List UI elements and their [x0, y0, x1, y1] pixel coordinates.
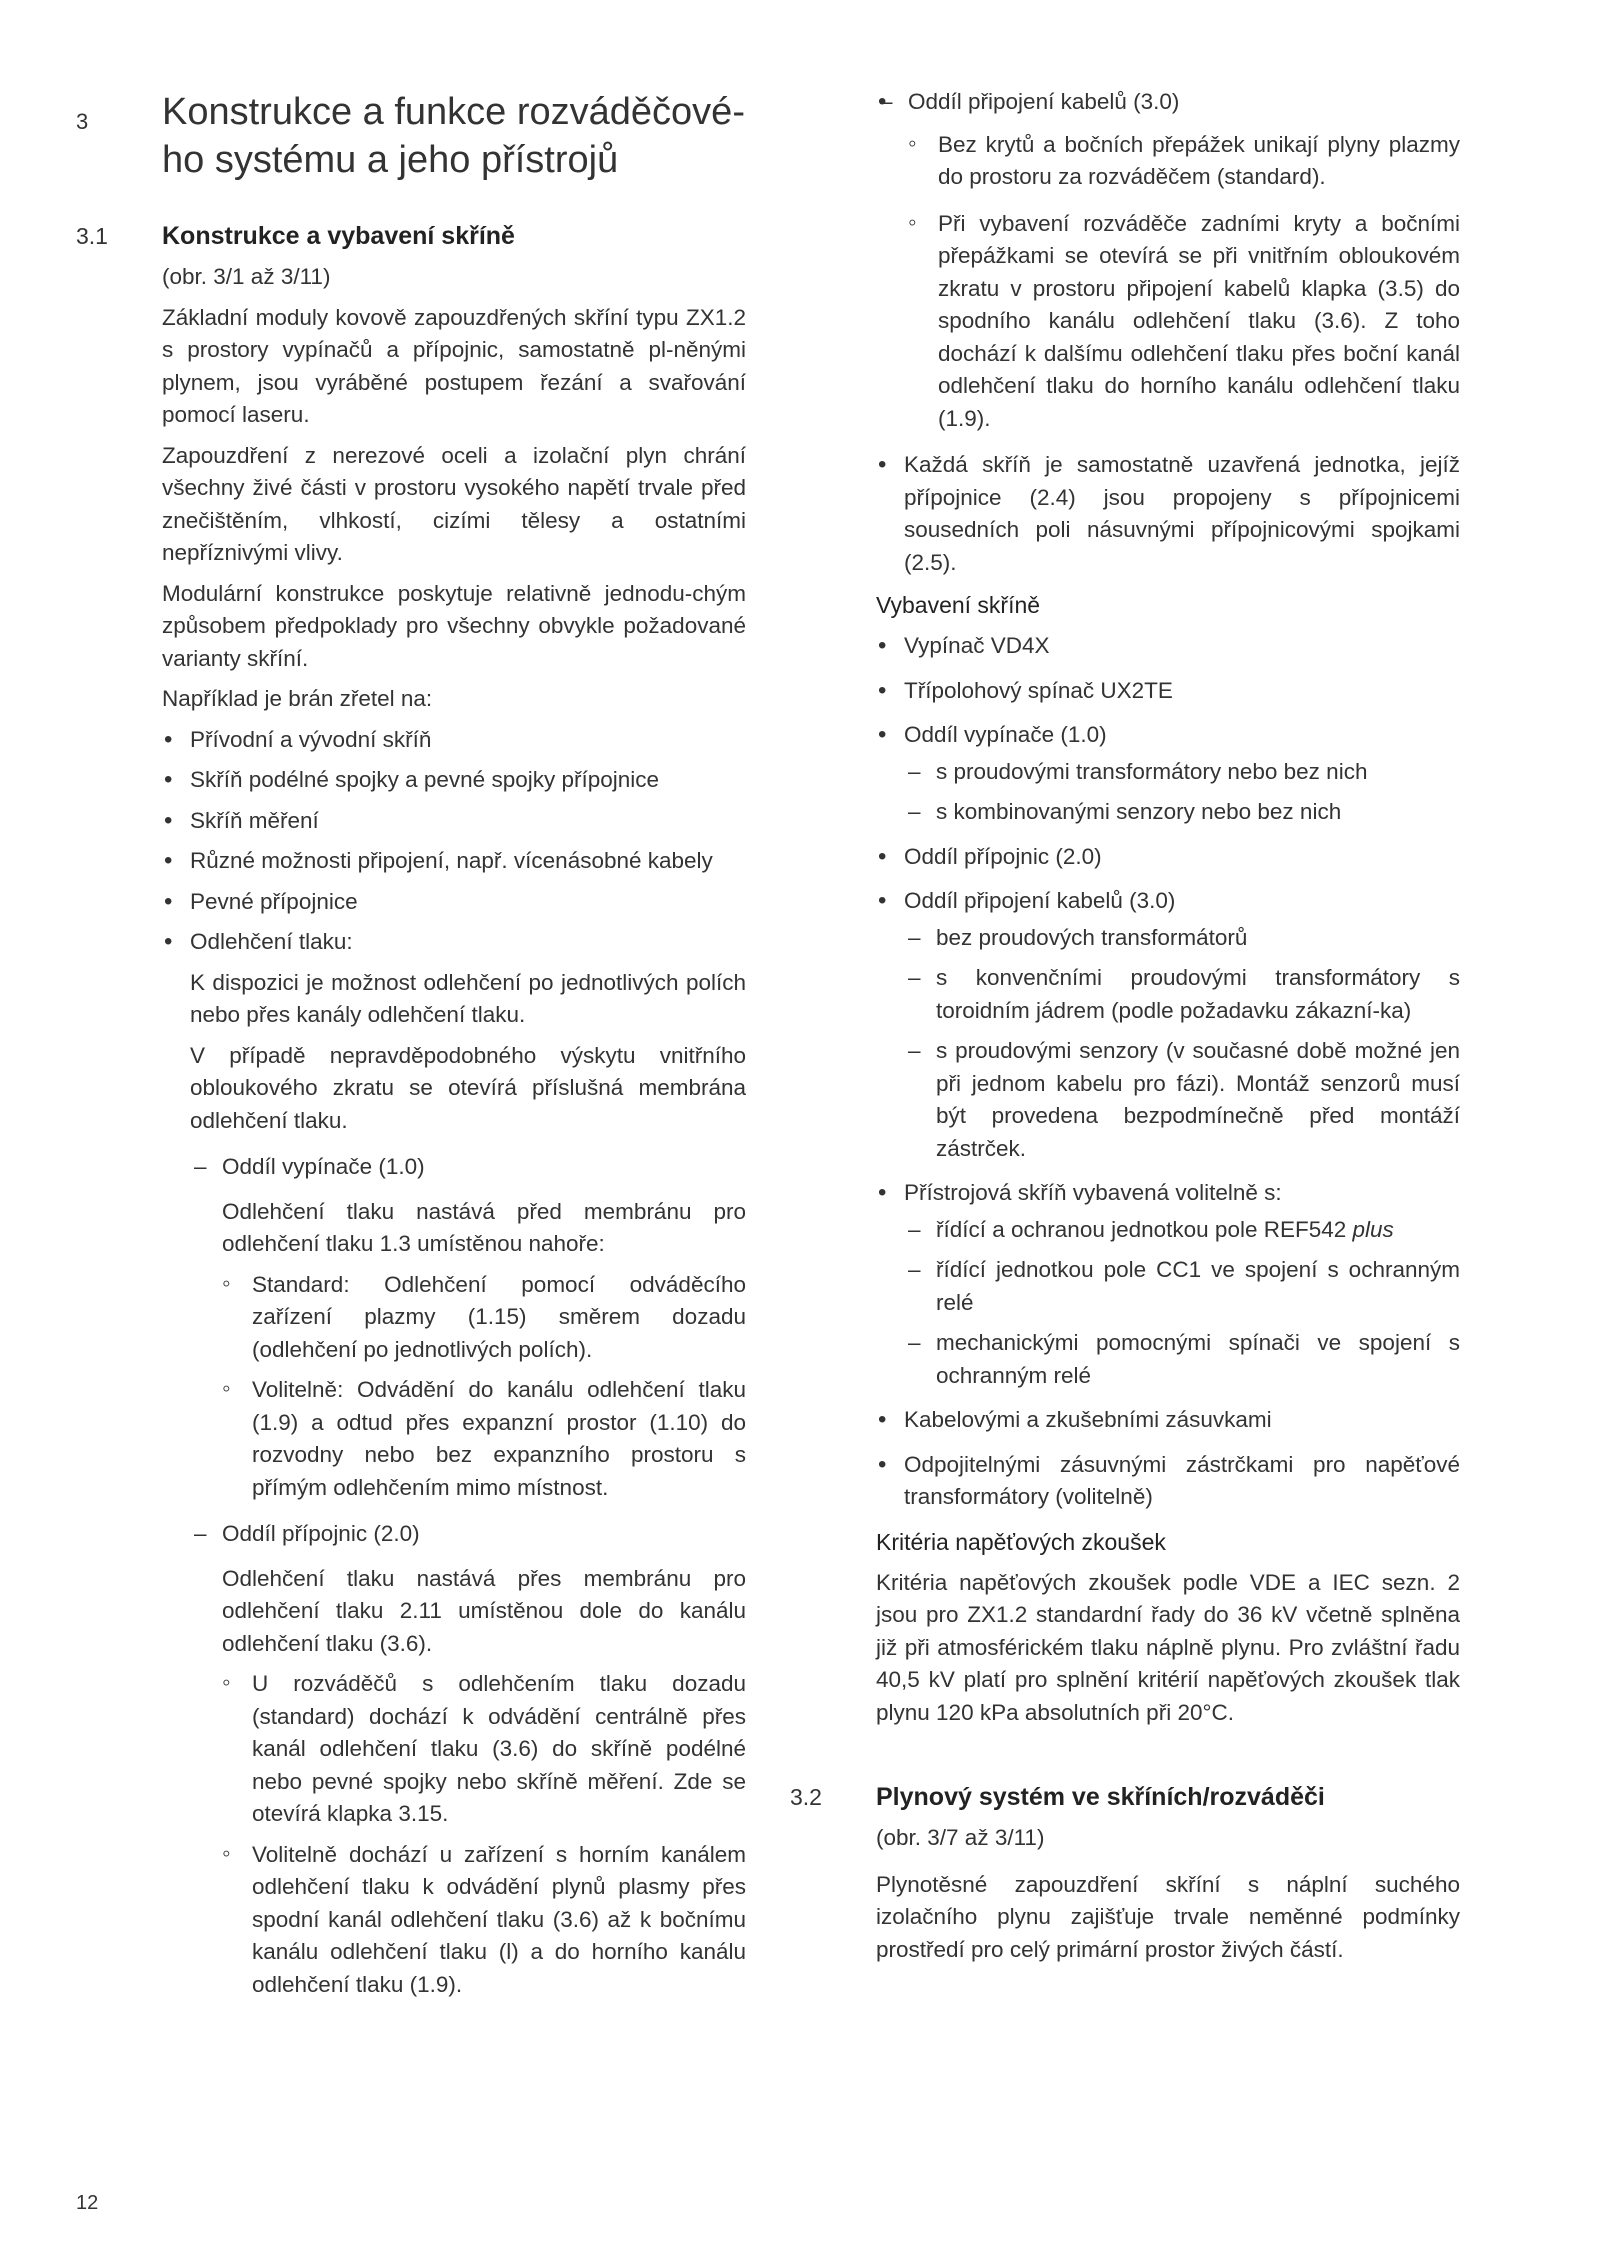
section-heading-3-1 [76, 220, 746, 253]
list-item: • Pevné přípojnice [162, 886, 746, 919]
list-item [876, 885, 1460, 1165]
page-number: 12 [76, 2192, 99, 2214]
list-item [190, 1518, 746, 2001]
section-3-2-body [876, 1822, 1460, 1966]
list-item: ◦ U rozváděčů s odlehčením tlaku dozadu (standard) dochází k odvádění centrálně přes kanál odlehčení tlaku (3.6) do skříně podélné nebo pevné spojky nebo skříně měření. Zde se otevírá klapka 3.15. [222, 1668, 746, 1831]
list-item: – bez proudových transformátorů [904, 922, 1460, 955]
list-item: ◦ Standard: Odlehčení pomocí odváděcího zařízení plazmy (1.15) směrem dozadu (odlehčení po jednotlivých polích). [222, 1269, 746, 1367]
list-item [876, 86, 1460, 435]
dash-list [904, 922, 1460, 1166]
list-item: • Oddíl přípojnic (2.0) [876, 841, 1460, 874]
list-item: – řídící jednotkou pole CC1 ve spojení s ochranným relé [904, 1254, 1460, 1319]
list-item: ◦ Volitelně dochází u zařízení s horním kanálem odlehčení tlaku k odvádění plynů plasmy přes spodní kanál odlehčení tlaku (3.6) až k bočnímu kanálu odlehčení tlaku (l) a do horního kanálu odlehčení tlaku (1.9). [222, 1839, 746, 2002]
list-item: • Každá skříň je samostatně uzavřená jednotka, jejíž přípojnice (2.4) jsou propojeny s přípojnicemi sousedních poli násuvnými přípojnicovými spojkami (2.5). [876, 449, 1460, 579]
list-item-label: Oddíl vypínače (1.0) [904, 722, 1107, 747]
chapter-title: Konstrukce a funkce rozváděčové-ho systému a jeho přístrojů [162, 91, 745, 181]
list-item-italic: plus [1352, 1216, 1394, 1242]
list-item-label: Oddíl připojení kabelů (3.0) [908, 89, 1180, 114]
list-item: – mechanickými pomocnými spínači ve spojení s ochranným relé [904, 1327, 1460, 1392]
paragraph: V případě nepravděpodobného výskytu vnitřního obloukového zkratu se otevírá příslušná membrána odlehčení tlaku. [190, 1042, 746, 1133]
list-item [876, 86, 1460, 435]
chapter-number: 3 [76, 109, 89, 134]
list-item-label: Oddíl přípojnic (2.0) [222, 1521, 420, 1546]
section-title: Konstrukce a vybavení skříně [162, 222, 515, 250]
list-item-label: Odlehčení tlaku: [190, 929, 353, 954]
list-item-text: řídící a ochranou jednotkou pole REF542 [936, 1216, 1347, 1242]
list-item-label: Oddíl vypínače (1.0) [222, 1154, 425, 1179]
dash-list [904, 756, 1460, 829]
figure-reference: (obr. 3/1 až 3/11) [162, 264, 331, 289]
equipment-list [876, 630, 1460, 1514]
list-item [876, 1177, 1460, 1392]
right-column-body [876, 86, 1460, 1729]
list-item: • Třípolohový spínač UX2TE [876, 675, 1460, 708]
list-item: • Skříň podélné spojky a pevné spojky přípojnice [162, 764, 746, 797]
list-item: – s proudovými senzory (v současné době možné jen při jednom kabelu pro fázi). Montáž senzorů musí být provedena bezpodmínečně před montáží zástrček. [904, 1035, 1460, 1165]
paragraph: K dispozici je možnost odlehčení po jednotlivých polích nebo přes kanály odlehčení tlaku. [190, 969, 746, 1027]
section-number: 3.1 [76, 223, 108, 249]
paragraph: Odlehčení tlaku nastává přes membránu pro odlehčení tlaku 2.11 umístěnou dole do kanálu odlehčení tlaku (3.6). [222, 1565, 746, 1656]
subheading-criteria: Kritéria napěťových zkoušek [876, 1528, 1166, 1555]
paragraph: Plynotěsné zapouzdření skříní s náplní suchého izolačního plynu zajišťuje trvale neměnné podmínky prostředí pro celý primární prostor živých částí. [876, 1871, 1460, 1962]
paragraph: Odlehčení tlaku nastává před membránu pro odlehčení tlaku 1.3 umístěnou nahoře: [222, 1198, 746, 1256]
list-item: • Odpojitelnými zásuvnými zástrčkami pro napěťové transformátory (volitelně) [876, 1449, 1460, 1514]
list-item: – s kombinovanými senzory nebo bez nich [904, 796, 1460, 829]
paragraph: Například je brán zřetel na: [162, 686, 433, 711]
list-item [876, 719, 1460, 829]
circle-list [222, 1269, 746, 1505]
spacer [790, 1737, 1460, 1761]
list-item: • Přívodní a vývodní skříň [162, 724, 746, 757]
paragraph: Kritéria napěťových zkoušek podle VDE a IEC sezn. 2 jsou pro ZX1.2 standardní řady do 36 kV včetně splněna již při atmosférickém tlaku náplně plynu. Pro zvláštní řadu 40,5 kV platí pro splnění kritérií napěťových zkoušek tlak plynu 120 kPa absolutních při 20°C. [876, 1569, 1460, 1725]
dash-list [190, 1151, 746, 2001]
circle-list [908, 129, 1460, 436]
circle-list [222, 1668, 746, 2001]
figure-reference: (obr. 3/7 až 3/11) [876, 1825, 1045, 1850]
paragraph: Modulární konstrukce poskytuje relativně jednodu-chým způsobem předpoklady pro všechny obvykle požadované varianty skříní. [162, 580, 746, 671]
subheading-equipment: Vybavení skříně [876, 592, 1041, 618]
dash-list [904, 1214, 1460, 1393]
dash-list [876, 86, 1460, 435]
list-item [904, 1214, 1460, 1247]
section-heading-3-2 [790, 1781, 1460, 1814]
list-item-label: Oddíl připojení kabelů (3.0) [904, 888, 1176, 913]
right-column [790, 88, 1460, 1974]
list-item: • Kabelovými a zkušebními zásuvkami [876, 1404, 1460, 1437]
list-item: ◦ Při vybavení rozváděče zadními kryty a bočními přepážkami se otevírá se při vnitřním obloukovém zkratu v prostoru připojení kabelů klapka (3.5) do spodního kanálu odlehčení tlaku (3.6). Z toho dochází k dalšímu odlehčení tlaku přes boční kanál odlehčení tlaku do horního kanálu odlehčení tlaku (1.9). [908, 208, 1460, 436]
list-item [190, 1151, 746, 1504]
list-item [162, 926, 746, 2001]
paragraph: Zapouzdření z nerezové oceli a izolační plyn chrání všechny živé části v prostoru vysokého napětí trvale před znečištěním, vlhkostí, cizími tělesy a ostatními nepříznivými vlivy. [162, 442, 746, 565]
section-number: 3.2 [790, 1784, 822, 1810]
section-title: Plynový systém ve skříních/rozváděči [876, 1783, 1325, 1811]
list-item: ◦ Volitelně: Odvádění do kanálu odlehčení tlaku (1.9) a odtud přes expanzní prostor (1.10) do rozvodny nebo bez expanzního prostoru s přímým odlehčením mimo místnost. [222, 1374, 746, 1504]
bullet-list [876, 86, 1460, 579]
paragraph: Základní moduly kovově zapouzdřených skříní typu ZX1.2 s prostory vypínačů a přípojnic, samostatně pl-něnými plynem, jsou vyráběné postupem řezání a svařování pomocí laseru. [162, 304, 746, 427]
list-item: • Vypínač VD4X [876, 630, 1460, 663]
bullet-list [162, 724, 746, 2002]
list-item: – s proudovými transformátory nebo bez nich [904, 756, 1460, 789]
section-3-1-body [162, 261, 746, 2001]
list-item: • Různé možnosti připojení, např. vícenásobné kabely [162, 845, 746, 878]
list-item: • Skříň měření [162, 805, 746, 838]
list-item: – s konvenčními proudovými transformátory s toroidním jádrem (podle požadavku zákazní-ka) [904, 962, 1460, 1027]
list-item-label: Přístrojová skříň vybavená volitelně s: [904, 1180, 1282, 1205]
left-column [76, 88, 746, 2009]
list-item: ◦ Bez krytů a bočních přepážek unikají plyny plazmy do prostoru za rozváděčem (standard). [908, 129, 1460, 194]
chapter-heading [76, 88, 746, 184]
